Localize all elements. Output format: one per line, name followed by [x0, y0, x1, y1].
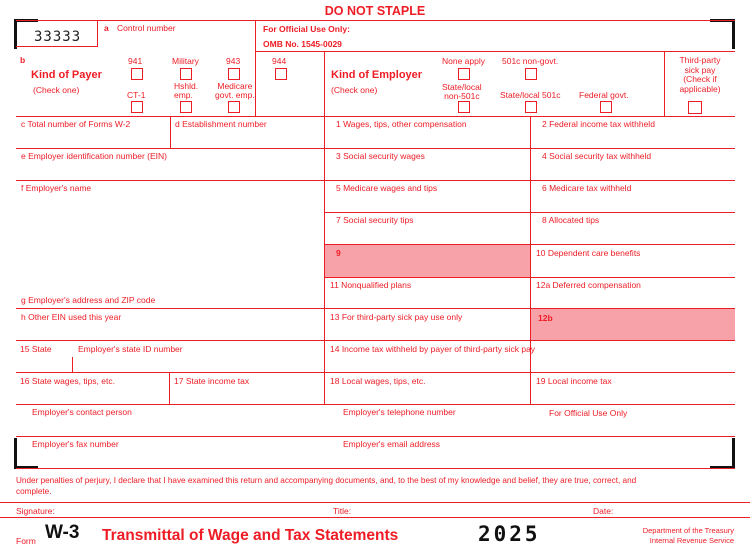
third-party-sick-pay-checkbox[interactable] [688, 101, 702, 114]
form-title: Transmittal of Wage and Tax Statements [102, 527, 399, 544]
third-party-line1: Third-party [679, 55, 721, 65]
payer-military-label: Military [172, 56, 199, 66]
payer-medicare-label [215, 82, 255, 100]
payer-military-checkbox[interactable] [180, 68, 192, 80]
box-h-other-ein[interactable]: h Other EIN used this year [21, 312, 122, 322]
crop-mark-br-v [732, 438, 735, 469]
box-15-state-id[interactable]: Employer's state ID number [78, 344, 183, 354]
payer-ct1-label: CT-1 [127, 90, 146, 100]
employer-federal-checkbox[interactable] [600, 101, 612, 113]
contact-person[interactable]: Employer's contact person [32, 407, 132, 417]
control-code: 33333 [34, 29, 82, 45]
rule [72, 357, 73, 372]
box-6-medicare-tax[interactable]: 6 Medicare tax withheld [542, 183, 632, 193]
perjury-statement [16, 475, 636, 497]
payer-hshld-line2: emp. [174, 90, 193, 100]
payer-941-checkbox[interactable] [131, 68, 143, 80]
form-word: Form [16, 536, 36, 546]
payer-943-label: 943 [226, 56, 241, 66]
rule [169, 372, 170, 404]
rule [16, 340, 735, 341]
box-9-shade [324, 245, 530, 277]
department-label [580, 526, 734, 545]
perjury-line2: complete. [16, 487, 52, 496]
payer-letter: b [20, 55, 26, 65]
box-f-employer-name[interactable]: f Employer's name [21, 183, 92, 193]
payer-943-checkbox[interactable] [228, 68, 240, 80]
employer-check-one: (Check one) [331, 85, 378, 95]
rule [16, 308, 735, 309]
payer-hshld-label [174, 82, 198, 100]
payer-hshld-line1: Hshld. [174, 81, 199, 91]
box-17-state-tax[interactable]: 17 State income tax [174, 376, 250, 386]
form-year: 2025 [478, 522, 541, 546]
payer-medicare-line1: Medicare [217, 81, 253, 91]
official-use-only: For Official Use Only [549, 408, 628, 418]
box-12b: 12b [538, 313, 553, 323]
box-16-state-wages[interactable]: 16 State wages, tips, etc. [20, 376, 115, 386]
box-7-ss-tips[interactable]: 7 Social security tips [336, 215, 414, 225]
employer-state-local-line1: State/local [442, 82, 482, 92]
third-party-line3: (Check if [683, 74, 717, 84]
control-label-a: a [104, 23, 109, 33]
telephone-number[interactable]: Employer's telephone number [343, 407, 456, 417]
box-13-third-party[interactable]: 13 For third-party sick pay use only [330, 312, 463, 322]
payer-941-label: 941 [128, 56, 143, 66]
box-10-dependent-care[interactable]: 10 Dependent care benefits [536, 248, 641, 258]
rule [97, 20, 98, 47]
box-4-ss-tax[interactable]: 4 Social security tax withheld [542, 151, 652, 161]
box-2-federal-tax[interactable]: 2 Federal income tax withheld [542, 119, 655, 129]
box-1-wages[interactable]: 1 Wages, tips, other compensation [336, 119, 467, 129]
box-12a-deferred-comp[interactable]: 12a Deferred compensation [536, 280, 641, 290]
rule [0, 502, 750, 503]
box-14-income-tax-sick-pay[interactable]: 14 Income tax withheld by payer of third-party sick pay [330, 344, 536, 354]
department-line1: Department of the Treasury [642, 526, 734, 535]
rule [324, 51, 325, 404]
date-label: Date: [593, 506, 614, 516]
rule [255, 20, 256, 116]
rule [530, 116, 531, 404]
employer-state-local-501c-checkbox[interactable] [525, 101, 537, 113]
employer-none-checkbox[interactable] [458, 68, 470, 80]
box-3-ss-wages[interactable]: 3 Social security wages [336, 151, 425, 161]
box-9: 9 [336, 248, 341, 258]
box-8-allocated-tips[interactable]: 8 Allocated tips [542, 215, 600, 225]
employer-federal-label: Federal govt. [579, 90, 629, 100]
department-line2: Internal Revenue Service [649, 535, 734, 545]
rule [16, 46, 97, 47]
rule [170, 116, 171, 148]
kind-of-employer-title: Kind of Employer [331, 69, 423, 81]
employer-501c-label: 501c non-govt. [502, 56, 559, 66]
employer-none-label: None apply [442, 56, 486, 66]
fax-number[interactable]: Employer's fax number [32, 439, 119, 449]
control-number-label: Control number [117, 23, 176, 33]
box-d-establishment[interactable]: d Establishment number [175, 119, 267, 129]
rule [16, 180, 735, 181]
do-not-staple: DO NOT STAPLE [324, 4, 426, 18]
rule [255, 51, 735, 52]
rule [0, 517, 750, 518]
payer-944-checkbox[interactable] [275, 68, 287, 80]
employer-state-local-label [442, 83, 482, 101]
signature-label: Signature: [16, 506, 55, 516]
crop-mark-tr-v [732, 19, 735, 49]
crop-mark-tl-v [14, 19, 17, 49]
rule [16, 404, 735, 405]
box-e-ein[interactable]: e Employer identification number (EIN) [21, 151, 167, 161]
rule [16, 436, 735, 437]
employer-state-local-501c-label: State/local 501c [500, 90, 561, 100]
employer-state-local-checkbox[interactable] [458, 101, 470, 113]
employer-501c-checkbox[interactable] [525, 68, 537, 80]
box-19-local-tax[interactable]: 19 Local income tax [536, 376, 612, 386]
rule [16, 372, 735, 373]
third-party-line2: sick pay [684, 64, 716, 75]
crop-mark-bl-v [14, 438, 17, 469]
payer-medicare-checkbox[interactable] [228, 101, 240, 113]
official-use-label: For Official Use Only: [263, 24, 350, 34]
third-party-sick-pay-label [666, 56, 734, 94]
payer-medicare-line2: govt. emp. [215, 90, 255, 100]
kind-of-payer-title: Kind of Payer [31, 69, 102, 81]
employer-state-local-line2: non-501c [444, 91, 480, 101]
third-party-line4: applicable) [679, 83, 721, 94]
rule [16, 468, 735, 469]
box-5-medicare-wages[interactable]: 5 Medicare wages and tips [336, 183, 438, 193]
perjury-line1: Under penalties of perjury, I declare that I have examined this return and accompanying documents, and, to the best of my knowledge and belief, they are true, correct, and [16, 476, 637, 485]
rule [16, 20, 735, 21]
rule [664, 51, 665, 116]
omb-number: OMB No. 1545-0029 [263, 39, 342, 49]
rule [16, 116, 735, 117]
box-11-nonqualified-plans[interactable]: 11 Nonqualified plans [330, 280, 412, 290]
payer-check-one: (Check one) [33, 85, 80, 95]
box-g-address[interactable]: g Employer's address and ZIP code [21, 295, 156, 305]
payer-944-label: 944 [272, 56, 287, 66]
box-c-total-forms[interactable]: c Total number of Forms W-2 [21, 119, 131, 129]
rule [16, 148, 735, 149]
box-15-state[interactable]: 15 State [20, 344, 52, 354]
email-address[interactable]: Employer's email address [343, 439, 441, 449]
box-18-local-wages[interactable]: 18 Local wages, tips, etc. [330, 376, 426, 386]
payer-hshld-checkbox[interactable] [180, 101, 192, 113]
payer-ct1-checkbox[interactable] [131, 101, 143, 113]
form-name: W-3 [45, 522, 80, 543]
box-12b-shade [531, 309, 735, 341]
title-label: Title: [333, 506, 352, 516]
